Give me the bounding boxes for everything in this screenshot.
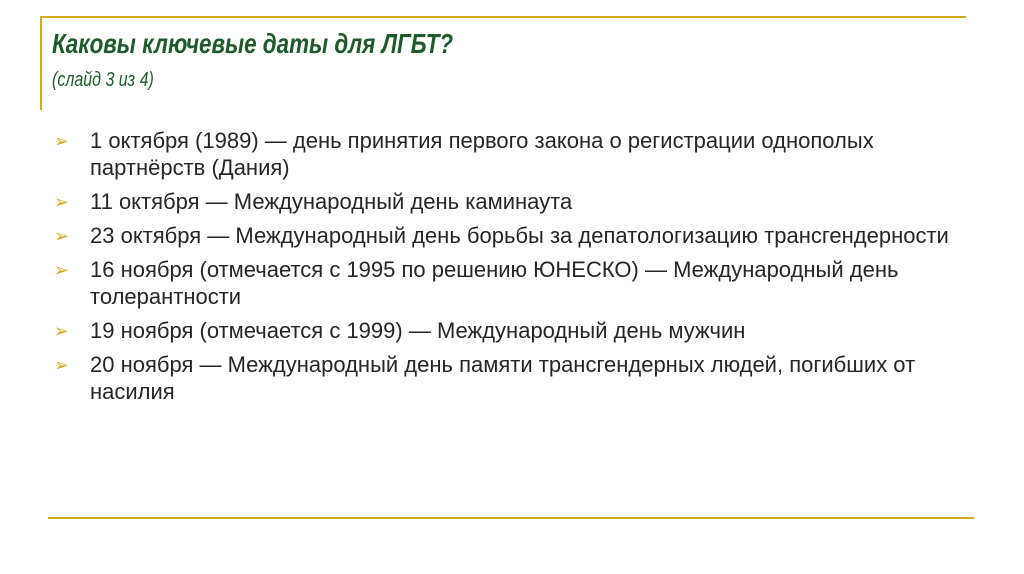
arrow-bullet-icon: ➢ xyxy=(54,192,70,213)
bullet-list xyxy=(52,127,952,412)
arrow-bullet-icon: ➢ xyxy=(54,355,70,376)
arrow-bullet-icon: ➢ xyxy=(54,260,70,281)
list-item xyxy=(52,351,952,405)
list-item xyxy=(52,127,952,181)
bullet-text: 23 октября — Международный день борьбы за депатологизацию трансгендерности xyxy=(90,223,949,248)
slide-subtitle: (слайд 3 из 4) xyxy=(52,69,154,91)
bullet-text: 16 ноября (отмечается с 1995 по решению ЮНЕСКО) — Международный день толерантности xyxy=(90,257,899,309)
arrow-bullet-icon: ➢ xyxy=(54,321,70,342)
title-frame-left-rule xyxy=(40,16,42,110)
list-item xyxy=(52,256,952,310)
list-item xyxy=(52,188,952,215)
list-item xyxy=(52,222,952,249)
bottom-divider xyxy=(48,517,974,519)
title-frame-top-rule xyxy=(40,16,966,18)
list-item xyxy=(52,317,952,344)
arrow-bullet-icon: ➢ xyxy=(54,131,70,152)
bullet-text: 11 октября — Международный день каминаута xyxy=(90,189,573,214)
bullet-text: 1 октября (1989) — день принятия первого закона о регистрации однополых партнёрств (Дания) xyxy=(90,128,874,180)
bullet-text: 20 ноября — Международный день памяти трансгендерных людей, погибших от насилия xyxy=(90,352,916,404)
arrow-bullet-icon: ➢ xyxy=(54,226,70,247)
title-frame xyxy=(40,16,966,110)
bullet-text: 19 ноября (отмечается с 1999) — Международный день мужчин xyxy=(90,318,746,343)
slide-title: Каковы ключевые даты для ЛГБТ? xyxy=(52,28,454,59)
